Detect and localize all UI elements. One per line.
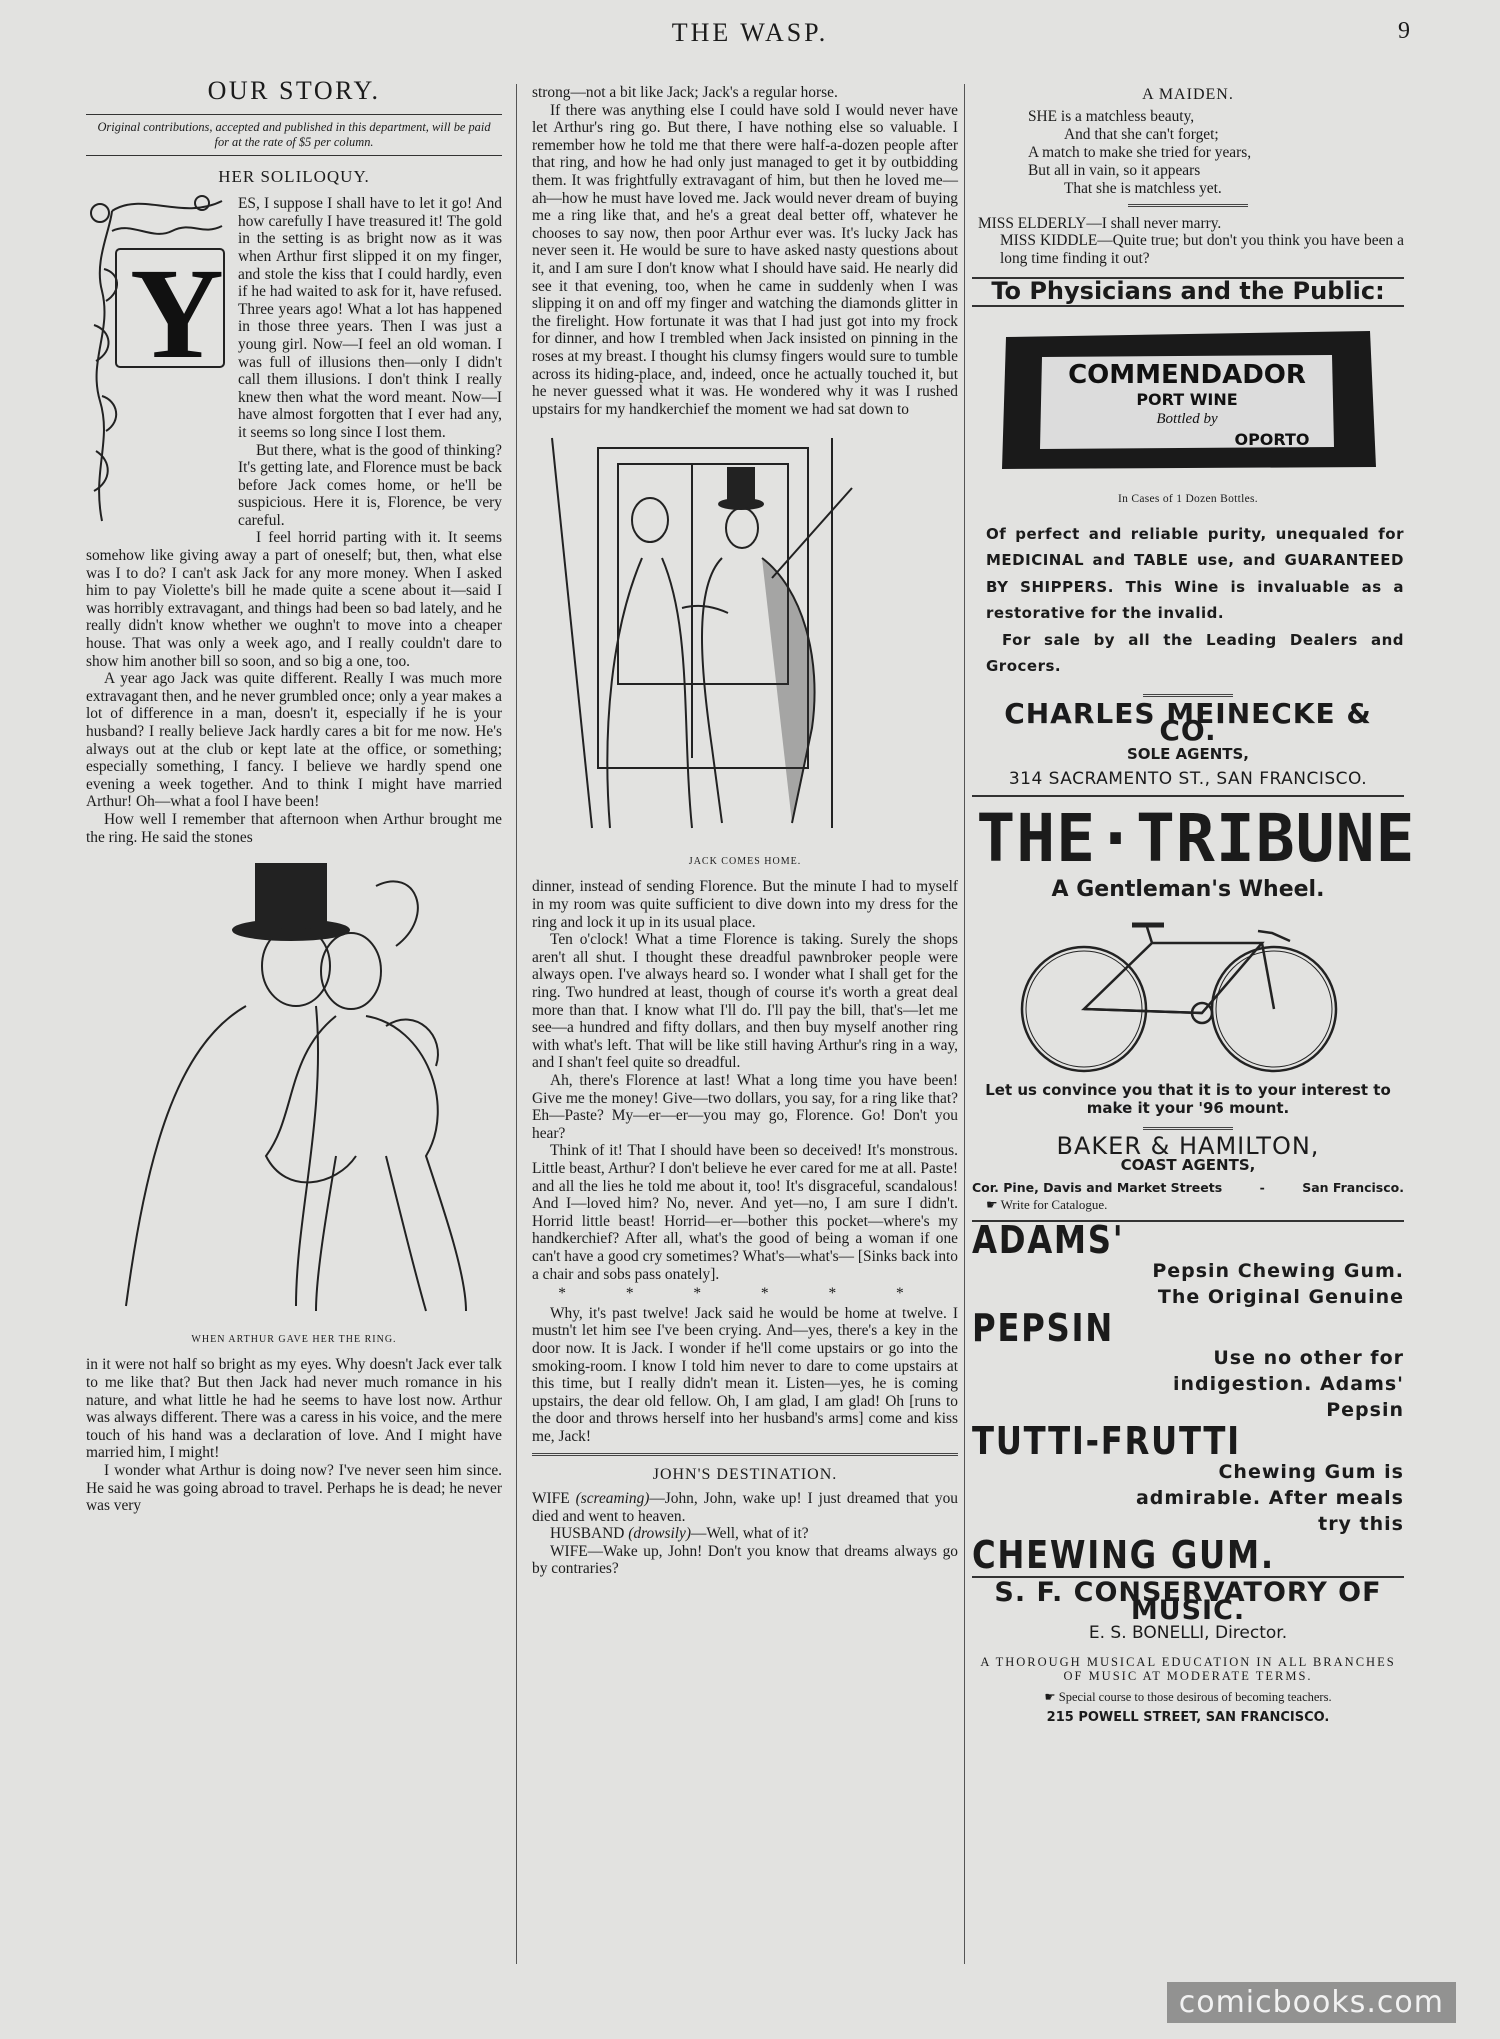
address-line: 314 SACRAMENTO ST., SAN FRANCISCO. bbox=[1008, 769, 1368, 790]
dealer-name: BAKER & HAMILTON, bbox=[1056, 1131, 1320, 1160]
stage-direction: (drowsily) bbox=[628, 1525, 691, 1543]
tribune-heading: THE·TRIBUNE bbox=[976, 799, 1416, 877]
speaker: WIFE bbox=[532, 1490, 570, 1508]
poem-line: That she is matchless yet. bbox=[1064, 179, 1222, 197]
caption: WHEN ARTHUR GAVE HER THE RING. bbox=[191, 1333, 397, 1345]
conservatory-ad bbox=[972, 1576, 1404, 1726]
paragraph: strong—not a bit like Jack; Jack's a regular horse. bbox=[532, 84, 838, 101]
masthead-title: THE WASP. bbox=[671, 18, 829, 47]
tribune-subhead: A Gentleman's Wheel. bbox=[1051, 876, 1325, 902]
contribution-note: Original contributions, accepted and published in this department, will be paid for at the rate of $5 per column. bbox=[86, 114, 502, 156]
pointing-hand-icon: ☛ bbox=[1044, 1690, 1056, 1705]
paragraph: Ah, there's Florence at last! What a long time you have been! Give me the money! Give—two dollars, you say, for a ring like that? Eh—Paste? My—er—er—you may go, Florence. Go! Don't you hear? bbox=[532, 1072, 958, 1142]
label-line: OPORTO bbox=[1234, 429, 1310, 449]
dialogue-line bbox=[532, 1543, 958, 1578]
cases-caption: In Cases of 1 Dozen Bottles. bbox=[1118, 492, 1258, 505]
page-number: 9 bbox=[1398, 18, 1410, 44]
stage-direction: (screaming) bbox=[575, 1490, 650, 1508]
dialogue-line bbox=[532, 1525, 958, 1543]
paragraph: dinner, instead of sending Florence. But the minute I had to myself in my room was quite sufficient to dive down into my dress for the ring and lock it up in its usual place. bbox=[532, 878, 958, 931]
address-left: Cor. Pine, Davis and Market Streets bbox=[972, 1179, 1223, 1195]
ads-column bbox=[972, 84, 1416, 1726]
story-column-2 bbox=[532, 84, 958, 1578]
illustration-jack bbox=[532, 428, 958, 838]
paragraph: If there was anything else I could have sold I would never have let Arthur's ring go. But there, I have nothing else so valuable. I remember how he told me that there were half-a-dozen people after that ring, and how he had only just managed to get it by outbidding them. It was frightfully extravagant of him, but then he loved me—ah—how he must have loved me. Jack would never dream of buying me a ring like that, and he's a great deal better off, whatever he chooses to say now, then poor Arthur ever was. It's lucky Jack has never seen it. He would be sure to have asked nasty questions about it, and I am sure I don't know what I should have said. He nearly did see it that evening, too, when he came in suddenly when I was slipping it on and off my finger and watching the diamonds glitter in the firelight. How fortunate it was that I had just got into my frock for dinner, and how I trembled when Jack insisted on pinning in the roses at my breast. I thought his clumsy fingers would sure to tumble across its hiding-place, and, indeed, once he actually touched it, but he never guessed what it was. He wondered why it was I rushed upstairs for my handkerchief the moment we had sat down to bbox=[532, 101, 958, 418]
page-header bbox=[0, 18, 1500, 52]
poem-line: But all in vain, so it appears bbox=[1028, 161, 1201, 179]
illustration-ring bbox=[86, 856, 502, 1316]
catalogue-line bbox=[972, 1196, 1404, 1214]
poem-line: And that she can't forget; bbox=[1064, 125, 1219, 143]
site-watermark: comicbooks.com bbox=[1167, 1982, 1456, 2023]
teachers-text: Special course to those desirous of becoming teachers. bbox=[1058, 1690, 1332, 1705]
poem-line: SHE is a matchless beauty, bbox=[1028, 107, 1195, 125]
gum-heading: PEPSIN bbox=[972, 1305, 1114, 1350]
joke-text: —I shall never marry. bbox=[1086, 214, 1222, 232]
agents-line: SOLE AGENTS, bbox=[1126, 744, 1250, 763]
ad-body: For sale by all the Leading Dealers and Grocers. bbox=[986, 630, 1404, 676]
director-line: E. S. BONELLI, Director. bbox=[1088, 1623, 1288, 1644]
gum-heading: ADAMS' bbox=[972, 1217, 1125, 1262]
agents-line: COAST AGENTS, bbox=[1120, 1156, 1256, 1175]
paragraph: Think of it! That I should have been so deceived! It's monstrous. Little beast, Arthur? I don't believe he ever cared for me at all. Paste! and all the lies he told me about it, too! It's disgraceful, scandalous! And I—loved him? No, never. And yet—no, I am sure I didn't. Horrid little beast! Horrid—er—bother this pocket—where's my handkerchief? After all, what's the good of being a woman if one can't have a good cry sometimes? What's—what's— [Sinks back into a chair and sobs pass onately]. bbox=[532, 1142, 958, 1283]
dialogue-line bbox=[532, 1490, 958, 1525]
pointing-hand-icon: ☛ bbox=[986, 1197, 998, 1213]
company-name: CHARLES MEINECKE & CO. bbox=[1004, 696, 1372, 748]
paragraph: A year ago Jack was quite different. Really I was much more extravagant then, and he never grumbled once; only a year makes a lot of difference in a man, doesn't it, especially if he is your husband? I really believe Jack hardly cares a bit for me now. He's always out at the club or kept late at the office, or something; especially something, I fancy. I believe we hardly spend one evening a week together. And to think I might have married Arthur! Oh—what a fool I have been! bbox=[86, 670, 502, 811]
divider bbox=[1128, 204, 1248, 207]
story-title: HER SOLILOQUY. bbox=[218, 166, 370, 186]
gum-text: Chewing Gum is admirable. After meals try this bbox=[1135, 1460, 1404, 1535]
caption: JACK COMES HOME. bbox=[688, 855, 802, 867]
label-line: Bottled by bbox=[1156, 410, 1218, 427]
address-line: 215 POWELL STREET, SAN FRANCISCO. bbox=[1046, 1709, 1330, 1725]
poem-line: A match to make she tried for years, bbox=[1028, 143, 1252, 161]
catalogue-text: Write for Catalogue. bbox=[1000, 1197, 1108, 1213]
gum-text: Use no other for indigestion. Adams' Pepsin bbox=[1172, 1347, 1404, 1422]
bicycle-illustration bbox=[972, 909, 1404, 1079]
address-right: San Francisco. bbox=[1302, 1179, 1404, 1195]
speaker: HUSBAND bbox=[550, 1525, 625, 1543]
dialogue-text: —Well, what of it? bbox=[690, 1525, 809, 1543]
joke-text: —Quite true; but don't you think you have been a long time finding it out? bbox=[1000, 232, 1404, 267]
speaker: MISS ELDERLY bbox=[978, 214, 1087, 232]
ad-heading: To Physicians and the Public: bbox=[991, 277, 1385, 306]
adams-ad bbox=[972, 1217, 1404, 1577]
dropcap-letter: Y bbox=[130, 242, 224, 387]
divider bbox=[532, 1453, 958, 1456]
section-title: OUR STORY. bbox=[207, 76, 381, 105]
paragraph: But there, what is the good of thinking? It's getting late, and Florence must be back before Jack comes home, or he'll be suspicious. Here it is, Florence, be very careful. bbox=[238, 441, 502, 529]
gum-heading: TUTTI-FRUTTI bbox=[972, 1419, 1241, 1464]
divider bbox=[1143, 1127, 1233, 1130]
column-rule-left bbox=[516, 84, 517, 1964]
paragraph: I feel horrid parting with it. It seems somehow like giving away a part of oneself; but, then, what else was I to do? I can't ask Jack for any more money. When I asked him to pay Violette's bill he made quite a scene about it—said I was horribly extravagant, and things had been so bad lately, and he really didn't know whether we oughn't to move into a cheaper house. That was only a week ago, and I really couldn't dare to show him another bill so soon, and so big a one, too. bbox=[86, 529, 502, 670]
dialogue-text: —Wake up, John! Don't you know that dreams always go by contraries? bbox=[532, 1542, 958, 1578]
johns-destination-title: JOHN'S DESTINATION. bbox=[652, 1466, 838, 1484]
gum-text: Pepsin Chewing Gum. The Original Genuine bbox=[1152, 1259, 1404, 1308]
paragraph: Ten o'clock! What a time Florence is taking. Surely the shops aren't all shut. I thought these dreadful pawnbroker people were always open. I've always heard so. I wonder what I shall get for the ring. Two hundred at least, though of course it's worth a great deal more than that. I know what I'll do. I'll pay the bill, that's—let me see—a hundred and fifty dollars, and then buy myself another ring with what's left. That will be like still having Arthur's ring in a way, and I shan't feel quite so dreadful. bbox=[532, 931, 958, 1072]
label-line: PORT WINE bbox=[1136, 389, 1238, 409]
paragraph: ES, I suppose I shall have to let it go! And how carefully I have treasured it! The gold in the setting is as bright now as it was when Arthur first slipped it on my finger, and stole the kiss that I could hardly, even if he had waited to ask for it, have refused. Three years ago! What a lot has happened in those three years. Then I was just a young girl. Now—I feel an old woman. I was full of illusions then—only I didn't call them illusions. I don't think I really knew then what the word meant. Now—I have almost forgotten that I ever had any, it seems so long since I lost them. bbox=[238, 195, 502, 441]
dialogue-text: —John, John, wake up! I just dreamed that you died and went to heaven. bbox=[532, 1490, 958, 1525]
gum-heading: CHEWING GUM. bbox=[972, 1532, 1275, 1577]
paragraph: Why, it's past twelve! Jack said he would be home at twelve. I mustn't let him see I've been crying. And—yes, there's a key in the door now. It is Jack. I wonder if he'll come upstairs or go into the smoking-room. I know I told him never to dare to come upstairs at this time, but I really didn't mean it. Listen—yes, he is coming upstairs, the dear old fellow. Oh, I am glad, I am glad! Oh [runs to the door and throws herself into her husband's arms] come and kiss me, Jack! bbox=[532, 1304, 958, 1445]
ad-body: Of perfect and reliable purity, unequaled for MEDICINAL and TABLE use, and GUARANTEED BY SHIPPERS. This Wine is invaluable as a restorative for the invalid. bbox=[986, 524, 1404, 623]
story-column-1 bbox=[86, 76, 502, 1515]
label-line: COMMENDADOR bbox=[1068, 359, 1306, 390]
column-rule-right bbox=[964, 84, 965, 1964]
address-line: Cor. Pine, Davis and Market Streets - San Francisco. bbox=[972, 1179, 1404, 1195]
ornamental-dropcap bbox=[82, 191, 230, 526]
paragraph: I wonder what Arthur is doing now? I've never seen him since. He said he was going abroad to travel. Perhaps he is dead; he never was very bbox=[86, 1461, 502, 1515]
paragraph: How well I remember that afternoon when Arthur brought me the ring. He said the stones bbox=[86, 810, 502, 846]
joke-line bbox=[972, 232, 1404, 267]
teachers-line bbox=[972, 1689, 1404, 1707]
joke-line bbox=[972, 215, 1404, 233]
speaker: WIFE bbox=[550, 1542, 588, 1560]
education-line: A THOROUGH MUSICAL EDUCATION IN ALL BRANCHES OF MUSIC AT MODERATE TERMS. bbox=[980, 1655, 1396, 1684]
paragraph: in it were not half so bright as my eyes. Why doesn't Jack ever talk to me like that? But then Jack had never much romance in his nature, and what little he had he seems to have lost now. Arthur was always different. There was a caress in his voice, and the mere touch of his hand was a declaration of love. And I might have married him, I might! bbox=[86, 1356, 502, 1462]
poem bbox=[1028, 108, 1404, 198]
conservatory-heading: S. F. CONSERVATORY OF MUSIC. bbox=[994, 1577, 1382, 1626]
poem-title: A MAIDEN. bbox=[1142, 86, 1234, 103]
section-break-stars: * * * * * * bbox=[558, 1285, 932, 1303]
tribune-ad bbox=[972, 795, 1416, 1214]
physicians-ad bbox=[972, 277, 1404, 307]
speaker: MISS KIDDLE bbox=[1000, 232, 1098, 250]
tribune-tagline: Let us convince you that it is to your interest to make it your '96 mount. bbox=[985, 1080, 1391, 1117]
wine-label bbox=[972, 317, 1404, 487]
